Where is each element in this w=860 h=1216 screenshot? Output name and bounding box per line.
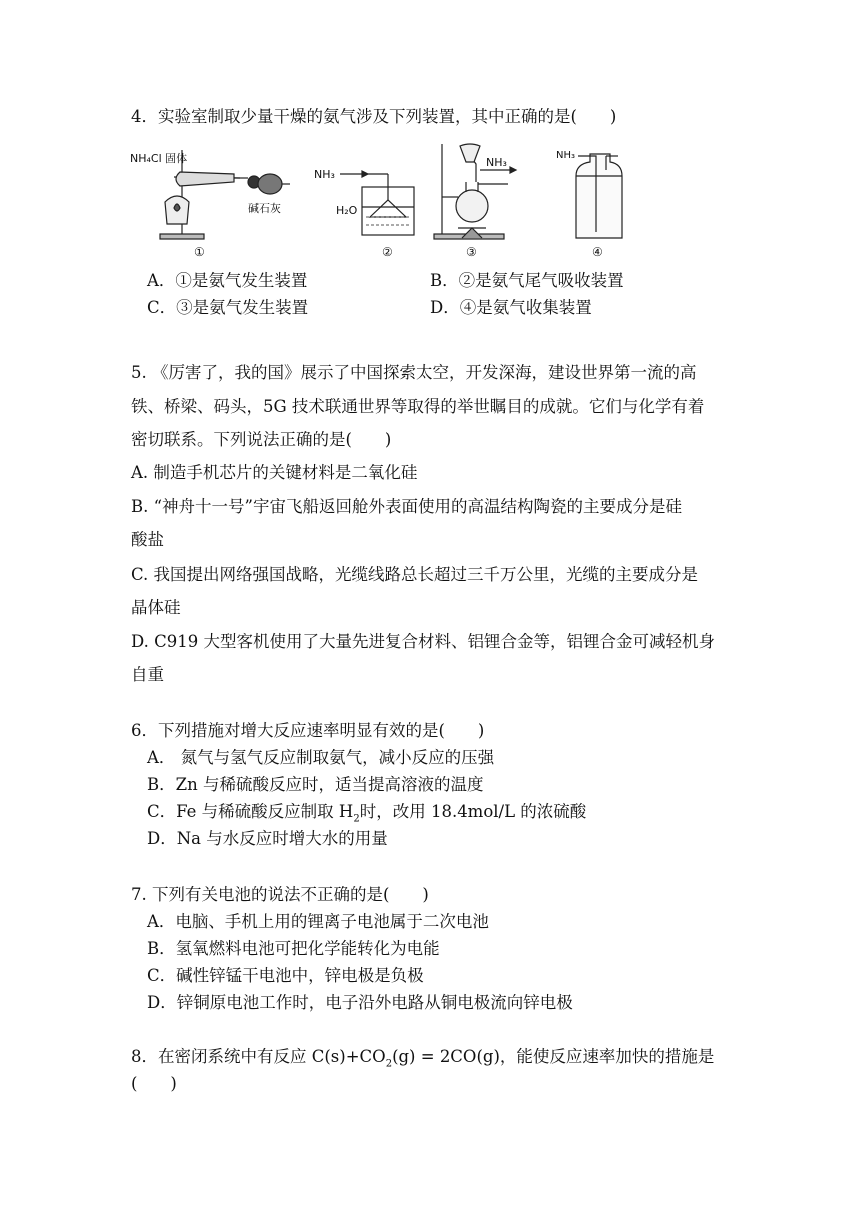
q5-option-d-line-2: 自重 xyxy=(131,665,164,684)
nh3-label-4: NH₃ xyxy=(556,150,576,161)
q6-option-d: D．Na 与水反应时增大水的用量 xyxy=(147,829,388,848)
q8-stem-part-1: 8．在密闭系统中有反应 C(s)+CO xyxy=(131,1047,386,1066)
q5-stem-line-1: 5. 《厉害了，我的国》展示了中国探索太空，开发深海，建设世界第一流的高 xyxy=(131,363,697,382)
q6-option-a: A． 氮气与氢气反应制取氨气，减小反应的压强 xyxy=(147,748,495,767)
nh3-label-3: NH₃ xyxy=(486,156,507,169)
q4-option-d: D．④是氨气收集装置 xyxy=(430,298,592,317)
apparatus-4-collection-bottle xyxy=(576,154,622,238)
q4-option-a: A．①是氨气发生装置 xyxy=(147,271,308,290)
nh4cl-label: NH₄Cl 固体 xyxy=(130,152,188,165)
q8-stem-part-2: (g) = 2CO(g)，能使反应速率加快的措施是 xyxy=(392,1047,715,1066)
q7-option-b: B．氢氧燃料电池可把化学能转化为电能 xyxy=(147,939,440,958)
q4-stem: 4．实验室制取少量干燥的氨气涉及下列装置，其中正确的是( ) xyxy=(131,107,617,126)
q6-option-c-subscript: 2 xyxy=(353,813,360,825)
nh3-label-2: NH₃ xyxy=(314,168,335,181)
mark-4: ④ xyxy=(592,245,603,259)
q5-option-a: A. 制造手机芯片的关键材料是二氧化硅 xyxy=(131,463,418,482)
q6-option-c-part-2: 时，改用 18.4mol/L 的浓硫酸 xyxy=(359,802,587,821)
q4-apparatus-figure xyxy=(130,142,630,260)
q7-stem: 7. 下列有关电池的说法不正确的是( ) xyxy=(131,885,429,904)
q4-option-c: C．③是氨气发生装置 xyxy=(147,298,309,317)
q6-stem: 6．下列措施对增大反应速率明显有效的是( ) xyxy=(131,721,485,740)
q5-stem-line-3: 密切联系。下列说法正确的是( ) xyxy=(131,430,392,449)
q7-option-d: D．锌铜原电池工作时，电子沿外电路从铜电极流向锌电极 xyxy=(147,993,573,1012)
q7-option-c: C．碱性锌锰干电池中，锌电极是负极 xyxy=(147,966,424,985)
h2o-label: H₂O xyxy=(336,204,358,217)
q4-option-b: B．②是氨气尾气吸收装置 xyxy=(430,271,624,290)
q6-option-c-part-1: C．Fe 与稀硫酸反应制取 H xyxy=(147,802,354,821)
mark-2: ② xyxy=(382,245,393,259)
mark-3: ③ xyxy=(466,245,477,259)
q5-option-b-line-2: 酸盐 xyxy=(131,530,164,549)
q7-option-a: A．电脑、手机上用的锂离子电池属于二次电池 xyxy=(147,912,489,931)
q6-option-c xyxy=(147,802,587,825)
q5-option-c-line-2: 晶体硅 xyxy=(131,598,181,617)
q6-option-b: B．Zn 与稀硫酸反应时，适当提高溶液的温度 xyxy=(147,775,484,794)
q5-option-c-line-1: C. 我国提出网络强国战略，光缆线路总长超过三千万公里，光缆的主要成分是 xyxy=(131,565,699,584)
q8-subscript: 2 xyxy=(385,1058,393,1070)
mark-1: ① xyxy=(194,245,205,259)
soda-lime-label: 碱石灰 xyxy=(248,202,281,215)
q8-stem-line-2: ( ) xyxy=(131,1074,177,1093)
q5-option-d-line-1: D. C919 大型客机使用了大量先进复合材料、铝锂合金等，铝锂合金可减轻机身 xyxy=(131,632,715,651)
q5-option-b-line-1: B. “神舟十一号”宇宙飞船返回舱外表面使用的高温结构陶瓷的主要成分是硅 xyxy=(131,497,682,516)
q5-stem-line-2: 铁、桥梁、码头，5G 技术联通世界等取得的举世瞩目的成就。它们与化学有着 xyxy=(131,397,705,416)
q8-stem-line-1 xyxy=(131,1047,715,1070)
apparatus-2-water-absorption xyxy=(340,171,414,235)
